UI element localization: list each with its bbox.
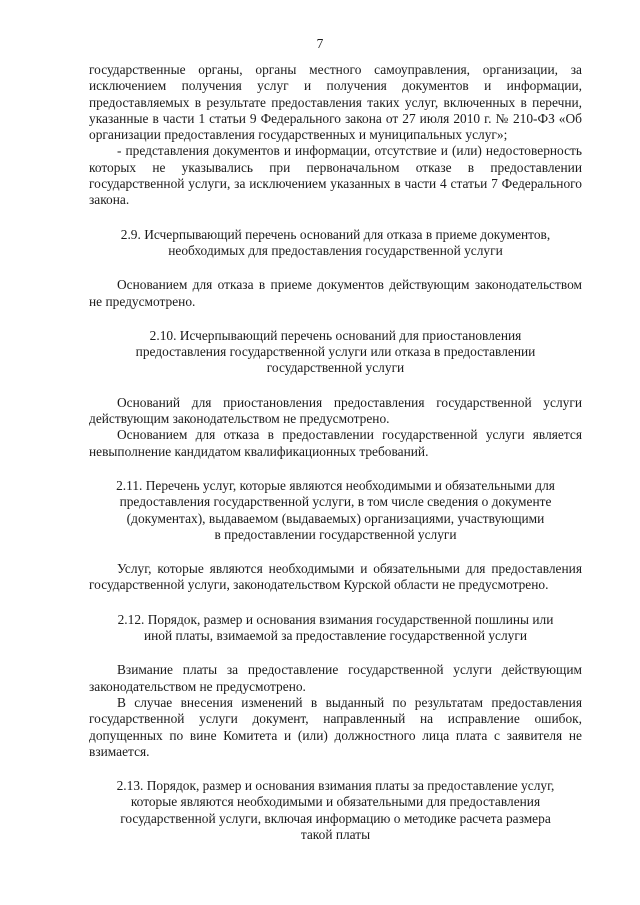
- section-heading-2-12: 2.12. Порядок, размер и основания взимания государственной пошлины или иной платы, взимаемой за предоставление государственной услуги: [117, 611, 554, 644]
- paragraph: Основанием для отказа в приеме документов действующим законодательством не предусмотрено.: [89, 277, 582, 309]
- section-heading-2-13: 2.13. Порядок, размер и основания взимания платы за предоставление услуг, которые являются необходимыми и обязательными для предоставления государственной услуги, включая информацию о методике расчета размера такой платы: [116, 778, 555, 842]
- section-heading-2-10: 2.10. Исчерпывающий перечень оснований для приостановления предоставления государственной услуги или отказа в предоставлении государственной услуги: [135, 327, 536, 376]
- paragraph: Оснований для приостановления предоставления государственной услуги действующим законодательством не предусмотрено.: [89, 394, 582, 427]
- document-body: [89, 62, 582, 843]
- paragraph: - представления документов и информации, отсутствие и (или) недостоверность которых не указывались при первоначальном отказе в предоставлении государственной услуги, за исключением указанных в части 4 статьи 7 Федерального закона.: [89, 143, 582, 208]
- paragraph: государственные органы, органы местного самоуправления, организации, за исключением получения услуг и получения документов и информации, предоставляемых в результате предоставления таких услуг, включенных в перечни, указанные в части 1 статьи 9 Федерального закона от 27 июля 2010 г. № 210-ФЗ «Об организации предоставления государственных и муниципальных услуг»;: [89, 62, 582, 143]
- section-heading-2-11: 2.11. Перечень услуг, которые являются необходимыми и обязательными для предоставления государственной услуги, в том числе сведения о документе (документах), выдаваемом (выдаваемых) организациями, участвующими в предоставлении государственной услуги: [116, 477, 555, 542]
- paragraph: Взимание платы за предоставление государственной услуги действующим законодательством не предусмотрено.: [89, 662, 582, 694]
- page-number: 7: [316, 36, 324, 51]
- paragraph: В случае внесения изменений в выданный по результатам предоставления государственной услуги документ, направленный на исправление ошибок, допущенных по вине Комитета и (или) должностного лица плата с заявителя не взимается.: [89, 694, 582, 759]
- paragraph: Услуг, которые являются необходимыми и обязательными для предоставления государственной услуги, законодательством Курской области не предусмотрено.: [89, 561, 582, 593]
- section-heading-2-9: 2.9. Исчерпывающий перечень оснований для отказа в приеме документов, необходимых для предоставления государственной услуги: [120, 226, 551, 258]
- paragraph: Основанием для отказа в предоставлении государственной услуги является невыполнение кандидатом квалификационных требований.: [89, 427, 582, 459]
